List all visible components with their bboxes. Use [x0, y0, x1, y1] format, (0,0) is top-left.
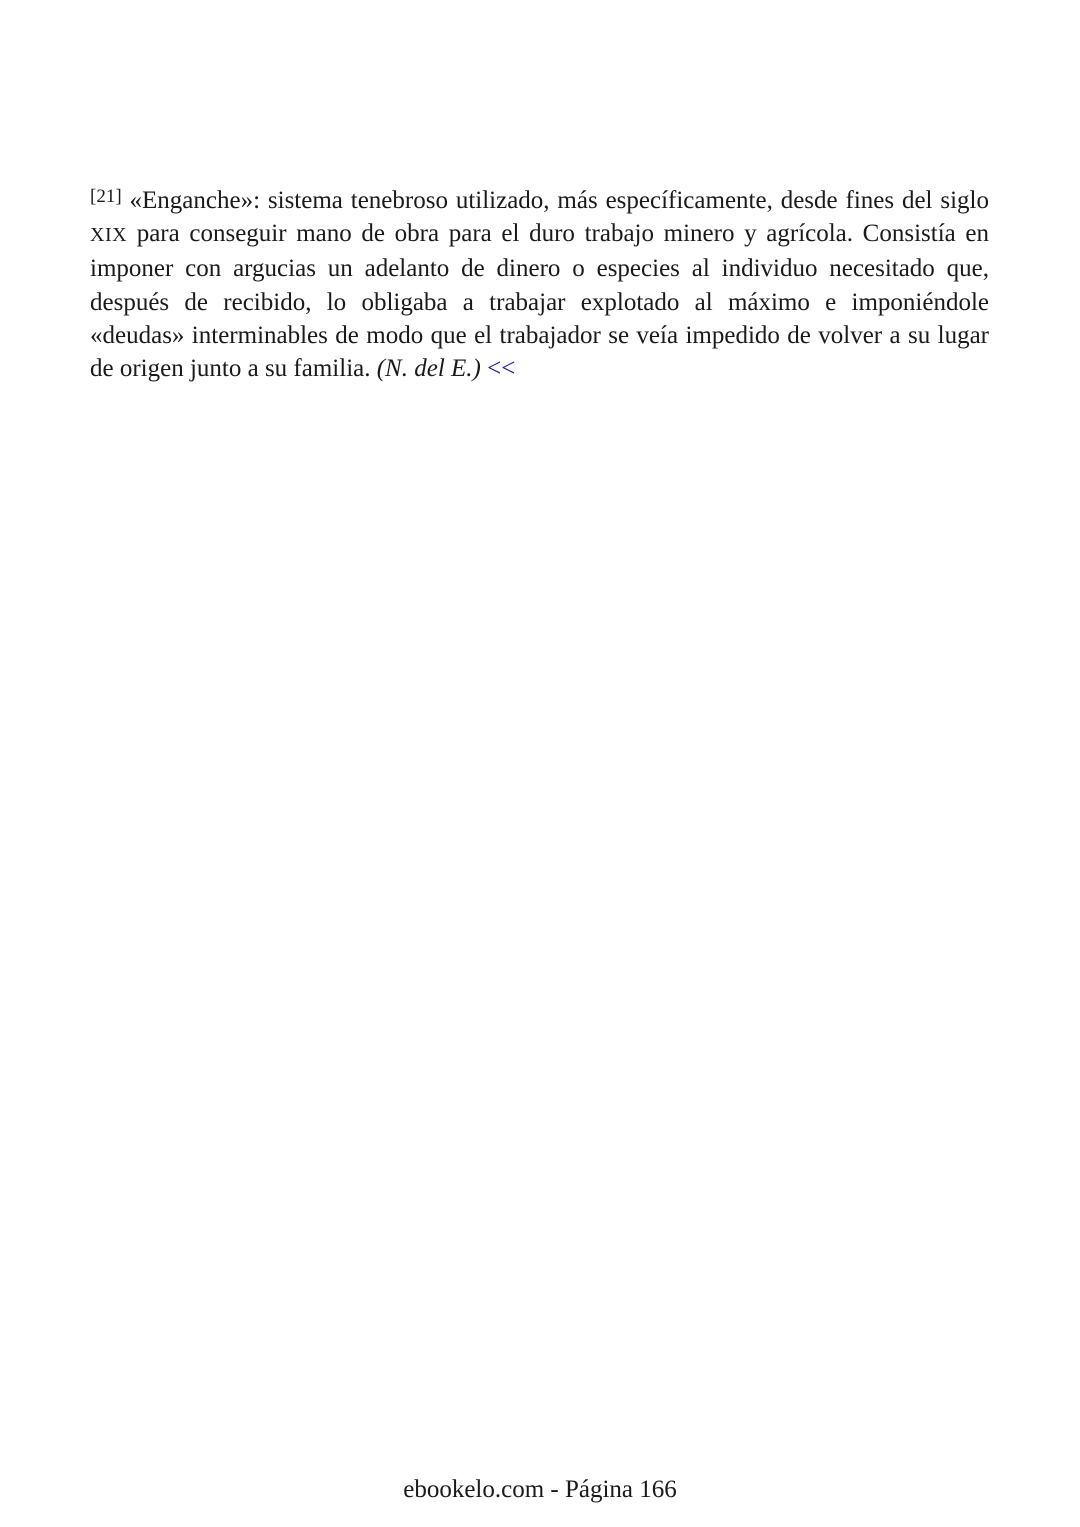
footnote-text-part-2: para conseguir mano de obra para el duro trabajo minero y agrícola. Consistía en imponer con argucias un adelanto de dinero o especies al individuo necesitado que, después de recibido, lo obligaba a trabajar explotado al máximo e imponiéndole «deudas» interminables de modo que el trabajador se veía impedido de volver a su lugar de origen junto a su familia.	[90, 220, 989, 383]
page-footer: ebookelo.com - Página 166	[403, 1476, 677, 1503]
editor-note: (N. del E.)	[376, 355, 481, 383]
back-link[interactable]: <<	[487, 355, 516, 383]
century-numeral: XIX	[90, 224, 128, 247]
footnote-text-part-1: «Enganche»: sistema tenebroso utilizado, más específicamente, desde fines del siglo	[121, 187, 989, 214]
footnote-number: [21]	[90, 186, 122, 207]
footnote-paragraph	[90, 184, 989, 385]
